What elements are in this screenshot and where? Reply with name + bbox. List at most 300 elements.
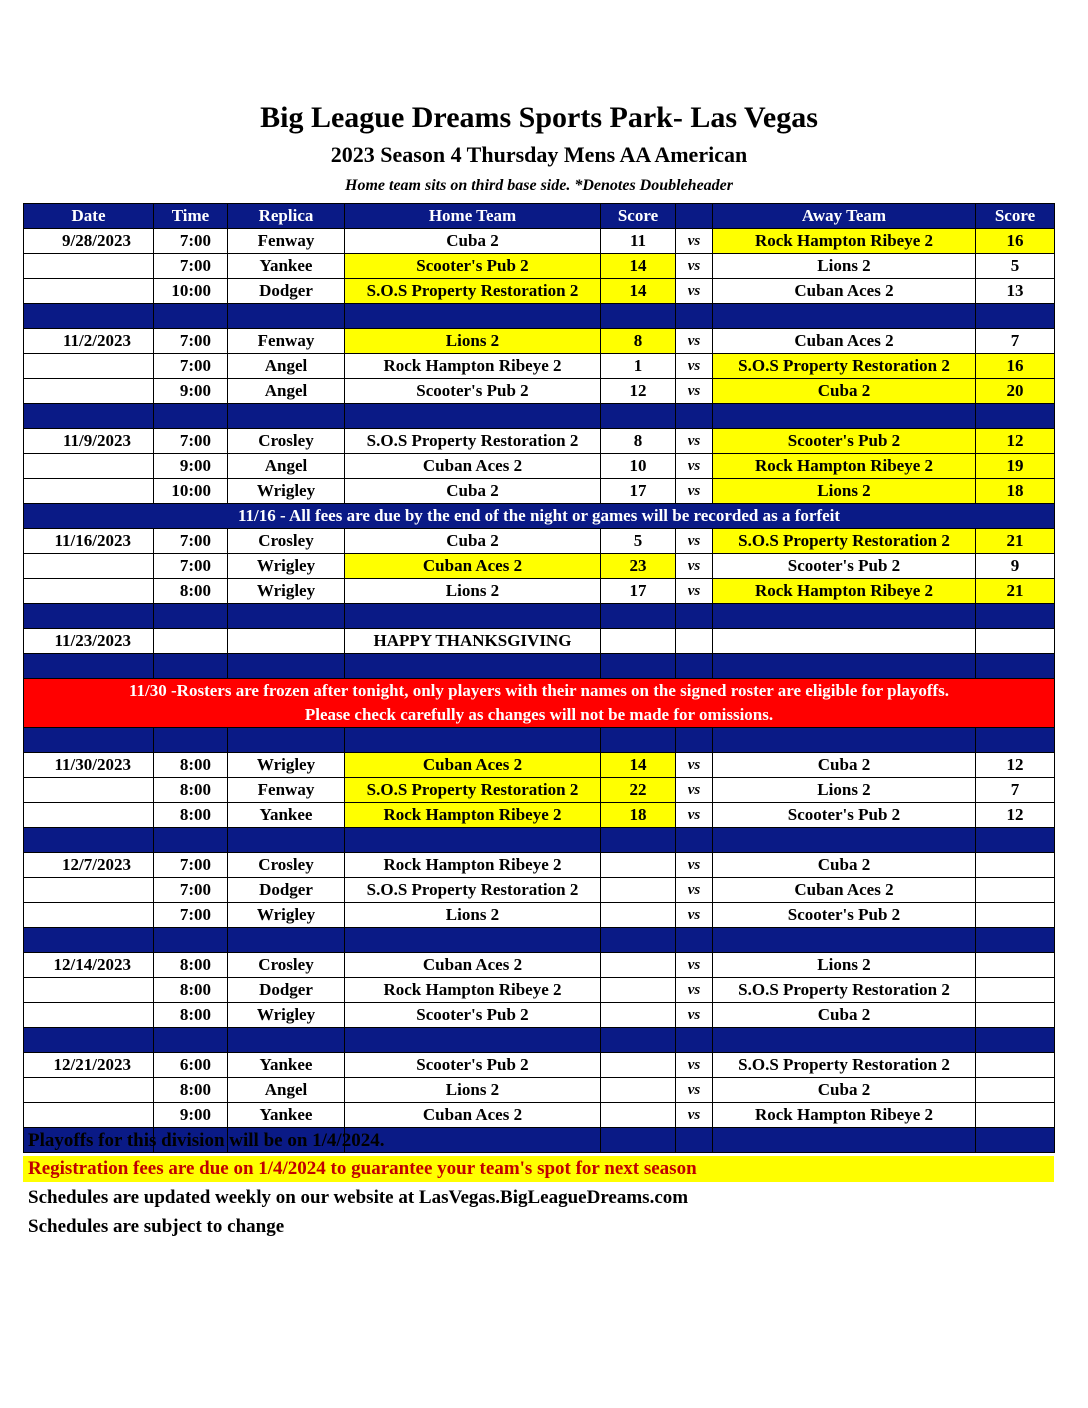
game-row (24, 953, 1055, 978)
spacer-cell (154, 304, 228, 329)
vs-label: vs (676, 1103, 713, 1128)
column-header-time: Time (154, 204, 228, 229)
home-score: 8 (601, 429, 676, 454)
page-note: Home team sits on third base side. *Denotes Doubleheader (345, 177, 733, 194)
game-field: Wrigley (228, 903, 345, 928)
spacer-row (24, 1028, 1055, 1053)
spacer-cell (154, 604, 228, 629)
away-team: Rock Hampton Ribeye 2 (713, 454, 976, 479)
page-title: Big League Dreams Sports Park- Las Vegas (260, 101, 818, 134)
date-cell (24, 778, 154, 803)
vs-label: vs (676, 354, 713, 379)
date-cell (24, 1003, 154, 1028)
game-row (24, 229, 1055, 254)
game-time: 10:00 (154, 479, 228, 504)
spacer-cell (345, 654, 601, 679)
spacer-cell (601, 928, 676, 953)
game-time: 7:00 (154, 903, 228, 928)
game-time: 7:00 (154, 329, 228, 354)
home-score: 1 (601, 354, 676, 379)
spacer-cell (713, 604, 976, 629)
vs-label: vs (676, 254, 713, 279)
away-team: S.O.S Property Restoration 2 (713, 978, 976, 1003)
away-team: Rock Hampton Ribeye 2 (713, 229, 976, 254)
spacer-cell (154, 728, 228, 753)
spacer-cell (976, 604, 1055, 629)
game-field: Yankee (228, 1103, 345, 1128)
date-cell (24, 354, 154, 379)
game-date: 12/14/2023 (24, 953, 154, 978)
home-score (601, 903, 676, 928)
game-row (24, 778, 1055, 803)
vs-label: vs (676, 853, 713, 878)
spacer-cell (24, 404, 154, 429)
home-team: Rock Hampton Ribeye 2 (345, 354, 601, 379)
game-field: Crosley (228, 429, 345, 454)
spacer-cell (713, 728, 976, 753)
away-team: Cuban Aces 2 (713, 878, 976, 903)
home-team: Scooter's Pub 2 (345, 1053, 601, 1078)
game-field: Angel (228, 379, 345, 404)
game-time: 7:00 (154, 878, 228, 903)
spacer-cell (154, 654, 228, 679)
away-score: 12 (976, 803, 1055, 828)
home-team: S.O.S Property Restoration 2 (345, 778, 601, 803)
date-cell (24, 978, 154, 1003)
away-team: Scooter's Pub 2 (713, 554, 976, 579)
game-field: Wrigley (228, 479, 345, 504)
away-team: Cuba 2 (713, 753, 976, 778)
vs-label: vs (676, 454, 713, 479)
home-score: 12 (601, 379, 676, 404)
spacer-cell (228, 404, 345, 429)
spacer-cell (713, 404, 976, 429)
home-score (601, 1003, 676, 1028)
spacer-cell (601, 404, 676, 429)
game-date: 11/2/2023 (24, 329, 154, 354)
home-team: Scooter's Pub 2 (345, 379, 601, 404)
vs-label: vs (676, 903, 713, 928)
date-cell (24, 878, 154, 903)
fees-notice-row (24, 504, 1055, 529)
footer-registration: Registration fees are due on 1/4/2024 to guarantee your team's spot for next season (23, 1156, 1054, 1182)
home-score: 22 (601, 778, 676, 803)
game-field: Angel (228, 1078, 345, 1103)
home-team: Rock Hampton Ribeye 2 (345, 853, 601, 878)
spacer-cell (24, 1028, 154, 1053)
spacer-cell (713, 1028, 976, 1053)
spacer-cell (345, 404, 601, 429)
spacer-cell (24, 728, 154, 753)
away-score: 13 (976, 279, 1055, 304)
time-cell (154, 629, 228, 654)
spacer-cell (676, 604, 713, 629)
date-cell (24, 903, 154, 928)
away-team: S.O.S Property Restoration 2 (713, 1053, 976, 1078)
vs-label: vs (676, 529, 713, 554)
game-field: Wrigley (228, 579, 345, 604)
game-date: 11/30/2023 (24, 753, 154, 778)
spacer-cell (713, 304, 976, 329)
home-score: 17 (601, 479, 676, 504)
away-score (976, 1103, 1055, 1128)
home-score: 18 (601, 803, 676, 828)
game-time: 8:00 (154, 803, 228, 828)
away-team: Rock Hampton Ribeye 2 (713, 579, 976, 604)
game-time: 8:00 (154, 778, 228, 803)
empty-cell (676, 629, 713, 654)
game-time: 7:00 (154, 354, 228, 379)
game-time: 9:00 (154, 1103, 228, 1128)
spacer-cell (345, 928, 601, 953)
home-team: S.O.S Property Restoration 2 (345, 429, 601, 454)
home-score (601, 978, 676, 1003)
game-time: 10:00 (154, 279, 228, 304)
spacer-cell (601, 604, 676, 629)
home-team: Lions 2 (345, 903, 601, 928)
rosters-notice-line1: 11/30 -Rosters are frozen after tonight, only players with their names on the signed roster are eligible for playoffs. (128, 681, 950, 700)
spacer-cell (228, 928, 345, 953)
home-score: 23 (601, 554, 676, 579)
away-team: S.O.S Property Restoration 2 (713, 354, 976, 379)
spacer-row (24, 728, 1055, 753)
spacer-cell (154, 828, 228, 853)
vs-label: vs (676, 229, 713, 254)
away-score (976, 903, 1055, 928)
date-cell (24, 379, 154, 404)
spacer-cell (676, 828, 713, 853)
date-cell (24, 1078, 154, 1103)
game-row (24, 1003, 1055, 1028)
game-field: Wrigley (228, 1003, 345, 1028)
spacer-cell (713, 928, 976, 953)
game-field: Wrigley (228, 554, 345, 579)
away-score: 7 (976, 329, 1055, 354)
spacer-row (24, 654, 1055, 679)
game-row (24, 978, 1055, 1003)
away-team: Lions 2 (713, 254, 976, 279)
spacer-cell (24, 654, 154, 679)
spacer-cell (601, 654, 676, 679)
date-cell (24, 454, 154, 479)
spacer-cell (24, 304, 154, 329)
spacer-cell (676, 928, 713, 953)
spacer-cell (345, 1028, 601, 1053)
away-score: 21 (976, 579, 1055, 604)
home-team: Rock Hampton Ribeye 2 (345, 803, 601, 828)
date-cell (24, 579, 154, 604)
spacer-row (24, 604, 1055, 629)
spacer-cell (345, 604, 601, 629)
game-date: 11/16/2023 (24, 529, 154, 554)
game-field: Fenway (228, 329, 345, 354)
game-field: Fenway (228, 778, 345, 803)
spacer-cell (713, 828, 976, 853)
game-row (24, 903, 1055, 928)
game-time: 7:00 (154, 853, 228, 878)
spacer-cell (676, 654, 713, 679)
spacer-cell (601, 1028, 676, 1053)
away-team: Scooter's Pub 2 (713, 429, 976, 454)
game-row (24, 1053, 1055, 1078)
date-cell (24, 279, 154, 304)
game-field: Dodger (228, 279, 345, 304)
vs-label: vs (676, 479, 713, 504)
spacer-cell (154, 404, 228, 429)
game-row (24, 254, 1055, 279)
home-team: Cuban Aces 2 (345, 1103, 601, 1128)
home-score: 14 (601, 753, 676, 778)
game-row (24, 354, 1055, 379)
away-score: 18 (976, 479, 1055, 504)
column-header-date: Date (24, 204, 154, 229)
spacer-row (24, 404, 1055, 429)
game-row (24, 753, 1055, 778)
spacer-cell (345, 728, 601, 753)
page-subtitle: 2023 Season 4 Thursday Mens AA American (330, 142, 748, 167)
vs-label: vs (676, 579, 713, 604)
spacer-cell (976, 928, 1055, 953)
vs-label: vs (676, 429, 713, 454)
away-score (976, 853, 1055, 878)
replica-cell (228, 629, 345, 654)
vs-label: vs (676, 554, 713, 579)
spacer-row (24, 928, 1055, 953)
game-field: Fenway (228, 229, 345, 254)
away-team: Lions 2 (713, 778, 976, 803)
column-header-vs (676, 204, 713, 229)
vs-label: vs (676, 1078, 713, 1103)
spacer-cell (228, 828, 345, 853)
game-row (24, 329, 1055, 354)
game-time: 7:00 (154, 229, 228, 254)
spacer-cell (976, 828, 1055, 853)
home-score: 14 (601, 279, 676, 304)
home-score (601, 1053, 676, 1078)
away-score: 7 (976, 778, 1055, 803)
spacer-cell (228, 654, 345, 679)
home-score (601, 1103, 676, 1128)
game-time: 6:00 (154, 1053, 228, 1078)
game-field: Angel (228, 454, 345, 479)
rosters-notice-line2: Please check carefully as changes will not be made for omissions. (304, 705, 774, 724)
game-row (24, 803, 1055, 828)
home-team: Lions 2 (345, 579, 601, 604)
game-time: 8:00 (154, 579, 228, 604)
date-cell (24, 479, 154, 504)
away-team: Rock Hampton Ribeye 2 (713, 1103, 976, 1128)
away-score: 20 (976, 379, 1055, 404)
game-time: 7:00 (154, 254, 228, 279)
vs-label: vs (676, 329, 713, 354)
column-header-away-team: Away Team (713, 204, 976, 229)
home-team: S.O.S Property Restoration 2 (345, 878, 601, 903)
home-team: Cuban Aces 2 (345, 753, 601, 778)
game-row (24, 853, 1055, 878)
game-field: Angel (228, 354, 345, 379)
home-score: 10 (601, 454, 676, 479)
vs-label: vs (676, 279, 713, 304)
away-score: 16 (976, 354, 1055, 379)
away-team: Scooter's Pub 2 (713, 903, 976, 928)
empty-cell (601, 629, 676, 654)
vs-label: vs (676, 953, 713, 978)
away-team: Cuban Aces 2 (713, 329, 976, 354)
away-team: Cuba 2 (713, 379, 976, 404)
away-team: Scooter's Pub 2 (713, 803, 976, 828)
game-time: 9:00 (154, 379, 228, 404)
game-time: 8:00 (154, 1078, 228, 1103)
game-row (24, 479, 1055, 504)
home-team: Cuban Aces 2 (345, 454, 601, 479)
home-score: 8 (601, 329, 676, 354)
away-team: Cuba 2 (713, 1078, 976, 1103)
game-date: 11/23/2023 (24, 629, 154, 654)
away-team: Lions 2 (713, 479, 976, 504)
away-team: Cuba 2 (713, 1003, 976, 1028)
spacer-cell (676, 304, 713, 329)
game-row (24, 1078, 1055, 1103)
column-header-away-score: Score (976, 204, 1055, 229)
away-score (976, 1078, 1055, 1103)
away-score: 5 (976, 254, 1055, 279)
game-field: Yankee (228, 254, 345, 279)
home-score (601, 953, 676, 978)
game-date: 9/28/2023 (24, 229, 154, 254)
spacer-cell (976, 654, 1055, 679)
away-score (976, 1003, 1055, 1028)
spacer-cell (676, 728, 713, 753)
holiday-label: HAPPY THANKSGIVING (345, 629, 601, 654)
empty-cell (976, 629, 1055, 654)
spacer-cell (228, 304, 345, 329)
schedule-table (23, 203, 1055, 1153)
game-row (24, 1103, 1055, 1128)
away-score: 19 (976, 454, 1055, 479)
home-team: Cuba 2 (345, 479, 601, 504)
away-score: 21 (976, 529, 1055, 554)
game-time: 8:00 (154, 978, 228, 1003)
home-team: Lions 2 (345, 329, 601, 354)
spacer-row (24, 828, 1055, 853)
away-score: 16 (976, 229, 1055, 254)
spacer-cell (976, 304, 1055, 329)
game-row (24, 279, 1055, 304)
vs-label: vs (676, 803, 713, 828)
spacer-cell (228, 728, 345, 753)
spacer-cell (676, 1028, 713, 1053)
home-score: 14 (601, 254, 676, 279)
spacer-cell (713, 654, 976, 679)
game-time: 9:00 (154, 454, 228, 479)
spacer-cell (24, 828, 154, 853)
away-team: Cuban Aces 2 (713, 279, 976, 304)
game-date: 12/7/2023 (24, 853, 154, 878)
away-score (976, 978, 1055, 1003)
away-score (976, 953, 1055, 978)
game-date: 12/21/2023 (24, 1053, 154, 1078)
spacer-cell (601, 304, 676, 329)
game-time: 8:00 (154, 1003, 228, 1028)
fees-notice: 11/16 - All fees are due by the end of the night or games will be recorded as a forfeit (24, 504, 1055, 529)
spacer-cell (154, 928, 228, 953)
game-time: 8:00 (154, 753, 228, 778)
home-score: 5 (601, 529, 676, 554)
home-team: Cuban Aces 2 (345, 953, 601, 978)
vs-label: vs (676, 379, 713, 404)
column-header-replica: Replica (228, 204, 345, 229)
away-score: 9 (976, 554, 1055, 579)
game-time: 7:00 (154, 429, 228, 454)
game-field: Crosley (228, 853, 345, 878)
away-team: S.O.S Property Restoration 2 (713, 529, 976, 554)
footer-playoffs: Playoffs for this division will be on 1/4/2024. (28, 1130, 385, 1151)
rosters-notice-row (24, 679, 1055, 728)
date-cell (24, 803, 154, 828)
game-field: Yankee (228, 1053, 345, 1078)
home-score: 17 (601, 579, 676, 604)
spacer-cell (345, 828, 601, 853)
spacer-cell (345, 304, 601, 329)
vs-label: vs (676, 753, 713, 778)
spacer-cell (24, 928, 154, 953)
spacer-cell (676, 404, 713, 429)
column-header-home-score: Score (601, 204, 676, 229)
game-row (24, 878, 1055, 903)
spacer-cell (24, 604, 154, 629)
away-score: 12 (976, 753, 1055, 778)
home-score: 11 (601, 229, 676, 254)
game-field: Dodger (228, 878, 345, 903)
home-score (601, 1078, 676, 1103)
game-time: 7:00 (154, 529, 228, 554)
spacer-cell (154, 1028, 228, 1053)
home-team: Rock Hampton Ribeye 2 (345, 978, 601, 1003)
spacer-row (24, 304, 1055, 329)
away-team: Cuba 2 (713, 853, 976, 878)
spacer-cell (228, 1028, 345, 1053)
game-time: 7:00 (154, 554, 228, 579)
spacer-cell (976, 728, 1055, 753)
vs-label: vs (676, 878, 713, 903)
home-team: Scooter's Pub 2 (345, 254, 601, 279)
away-team: Lions 2 (713, 953, 976, 978)
game-field: Yankee (228, 803, 345, 828)
table-header-row (24, 204, 1055, 229)
spacer-cell (601, 828, 676, 853)
game-time: 8:00 (154, 953, 228, 978)
away-score (976, 1053, 1055, 1078)
home-team: Lions 2 (345, 1078, 601, 1103)
game-date: 11/9/2023 (24, 429, 154, 454)
column-header-home-team: Home Team (345, 204, 601, 229)
home-score (601, 878, 676, 903)
game-field: Crosley (228, 953, 345, 978)
home-team: Scooter's Pub 2 (345, 1003, 601, 1028)
away-score: 12 (976, 429, 1055, 454)
game-field: Wrigley (228, 753, 345, 778)
home-score (601, 853, 676, 878)
footer-website: Schedules are updated weekly on our website at LasVegas.BigLeagueDreams.com (28, 1187, 689, 1208)
empty-cell (713, 629, 976, 654)
game-row (24, 554, 1055, 579)
footer-change: Schedules are subject to change (28, 1216, 285, 1237)
game-field: Crosley (228, 529, 345, 554)
vs-label: vs (676, 1053, 713, 1078)
spacer-cell (228, 604, 345, 629)
home-team: Cuban Aces 2 (345, 554, 601, 579)
game-row (24, 454, 1055, 479)
